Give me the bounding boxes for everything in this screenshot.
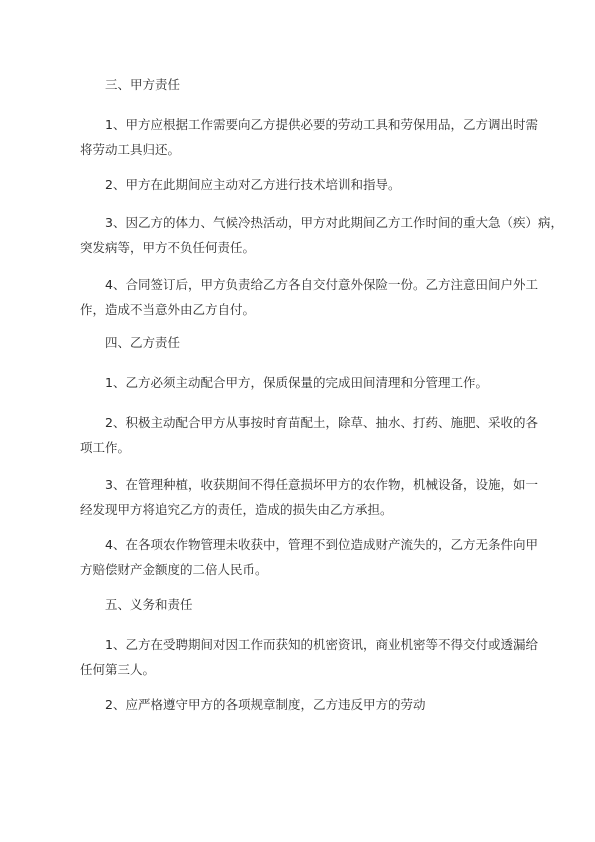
paragraph-line: 项工作。 — [80, 440, 131, 455]
paragraph-line: 2、应严格遵守甲方的各项规章制度，乙方违反甲方的劳动 — [105, 697, 426, 712]
paragraph-4-4 — [80, 532, 538, 582]
paragraph-line: 3、因乙方的体力、气候冷热活动，甲方对此期间乙方工作时间的重大急（疾）病， — [105, 215, 563, 230]
section-heading-5: 五、义务和责任 — [105, 597, 193, 612]
paragraph-line: 作，造成不当意外由乙方自付。 — [80, 302, 256, 317]
paragraph-3-4 — [80, 272, 538, 322]
paragraph-line: 突发病等，甲方不负任何责任。 — [80, 240, 256, 255]
paragraph-line: 2、积极主动配合甲方从事按时育苗配土，除草、抽水、打药、施肥、采收的各 — [105, 415, 538, 430]
paragraph-4-2 — [80, 410, 538, 460]
paragraph-5-1 — [80, 632, 538, 682]
paragraph-line: 任何第三人。 — [80, 662, 156, 677]
paragraph-line: 4、合同签订后，甲方负责给乙方各自交付意外保险一份。乙方注意田间户外工 — [105, 277, 538, 292]
paragraph-line: 将劳动工具归还。 — [80, 142, 181, 157]
paragraph-line: 1、甲方应根据工作需要向乙方提供必要的劳动工具和劳保用品，乙方调出时需 — [105, 117, 538, 132]
paragraph-line: 经发现甲方将追究乙方的责任，造成的损失由乙方承担。 — [80, 502, 393, 517]
paragraph-line: 1、乙方必须主动配合甲方，保质保量的完成田间清理和分管理工作。 — [105, 375, 488, 390]
paragraph-line: 4、在各项农作物管理未收获中，管理不到位造成财产流失的，乙方无条件向甲 — [105, 537, 538, 552]
paragraph-5-2 — [80, 692, 525, 717]
section-heading-4: 四、乙方责任 — [105, 335, 181, 350]
paragraph-line: 2、甲方在此期间应主动对乙方进行技术培训和指导。 — [105, 177, 401, 192]
paragraph-3-3 — [80, 210, 563, 260]
paragraph-4-3 — [80, 472, 538, 522]
paragraph-line: 3、在管理种植，收获期间不得任意损坏甲方的农作物，机械设备，设施，如一 — [105, 477, 538, 492]
paragraph-3-1 — [80, 112, 538, 162]
paragraph-line: 方赔偿财产金额度的二倍人民币。 — [80, 562, 268, 577]
paragraph-3-2 — [80, 172, 525, 197]
paragraph-4-1 — [80, 370, 525, 395]
paragraph-line: 1、乙方在受聘期间对因工作而获知的机密资讯，商业机密等不得交付或透漏给 — [105, 637, 538, 652]
section-heading-3: 三、甲方责任 — [105, 77, 181, 92]
